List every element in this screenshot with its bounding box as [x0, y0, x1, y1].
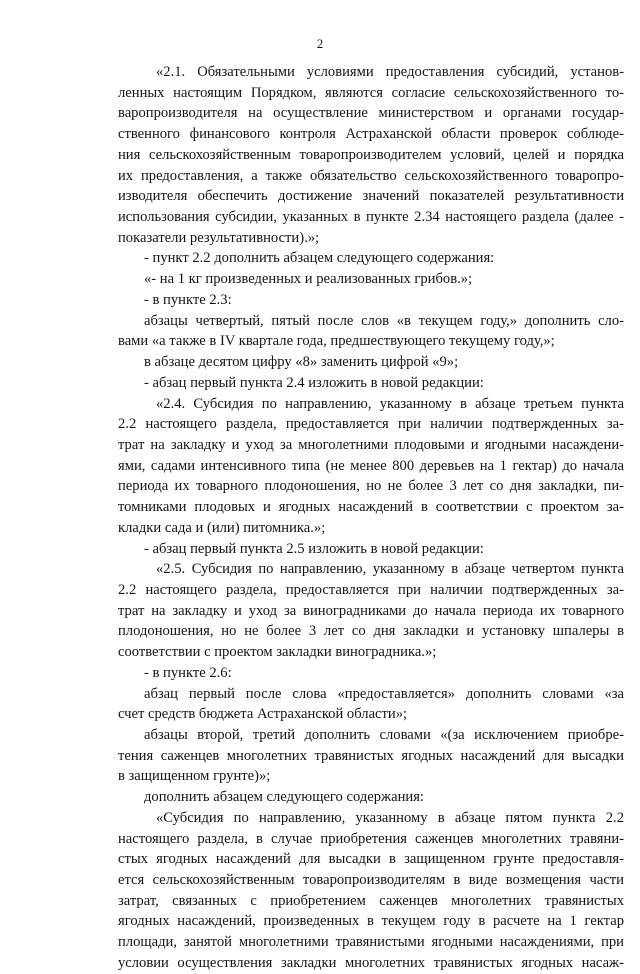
text-line: в защищенном грунте)»; — [118, 768, 271, 785]
text-line: стых ягодных насаждений для высадки в защищенном грунте предоставля- — [118, 851, 624, 868]
text-line: ственного финансового контроля Астраханской области проверок соблюде- — [118, 126, 624, 143]
page-number: 2 — [316, 36, 324, 51]
text-line: ягодных насаждений, произведенных в текущем году в расчете на 1 гектар — [118, 913, 624, 930]
text-line: 2.2 настоящего раздела, предоставляется при наличии подтвержденных за- — [118, 581, 624, 598]
text-line: ния сельскохозяйственным товаропроизводителем условий, целей и порядка — [118, 146, 624, 163]
text-line: «2.4. Субсидия по направлению, указанному в абзаце третьем пункта — [156, 395, 624, 412]
text-line: показатели результативности).»; — [118, 229, 320, 246]
text-line: трат на закладку и уход за виноградниками до начала периода их товарного — [118, 602, 624, 619]
text-line: абзацы четвертый, пятый после слов «в текущем году,» дополнить сло- — [144, 312, 624, 329]
text-line: абзац первый после слова «предоставляется» дополнить словами «за — [144, 685, 624, 702]
text-line: «2.1. Обязательными условиями предоставления субсидий, установ- — [156, 64, 624, 80]
text-line: - в пункте 2.3: — [144, 291, 232, 308]
text-line: их предоставления, а также обязательство сельскохозяйственного товаропро- — [118, 167, 624, 184]
text-line: 2.2 настоящего раздела, предоставляется при наличии подтвержденных за- — [118, 416, 624, 433]
text-line: настоящего раздела, в случае приобретения саженцев многолетних травяни- — [118, 830, 624, 847]
text-line: «Субсидия по направлению, указанному в абзаце пятом пункта 2.2 — [156, 809, 624, 826]
text-line: абзацы второй, третий дополнить словами «(за исключением приобре- — [144, 727, 624, 743]
text-line: в абзаце десятом цифру «8» заменить цифрой «9»; — [144, 354, 459, 371]
text-line: периода их товарного плодоношения, но не более 3 лет со дня закладки, пи- — [118, 478, 624, 495]
text-line: ями, садами интенсивного типа (не менее 800 деревьев на 1 гектар) до начала — [118, 457, 624, 474]
text-line: кладки сада и (или) питомника.»; — [118, 519, 326, 536]
text-line: «2.5. Субсидия по направлению, указанному в абзаце четвертом пункта — [156, 561, 624, 578]
text-line: затрат, связанных с приобретением саженцев многолетних травянистых — [118, 892, 624, 909]
text-line: плодоношения, но не более 3 лет со дня закладки и установку шпалеры в — [118, 623, 624, 640]
text-line: «- на 1 кг произведенных и реализованных грибов.»; — [144, 271, 473, 288]
text-line: трат на закладку и уход за многолетними плодовыми и ягодными насаждени- — [118, 436, 624, 453]
text-line: дополнить абзацем следующего содержания: — [144, 789, 424, 806]
text-line: изводителя обеспечить достижение значений показателей результативности — [118, 188, 624, 205]
text-line: томниками плодовых и ягодных насаждений в соответствии с проектом за- — [118, 499, 624, 516]
text-line: ленных настоящим Порядком, являются согласие сельскохозяйственного то- — [118, 84, 624, 101]
text-line: условии осуществления закладки многолетних травянистых ягодных насаж- — [118, 954, 624, 971]
document-body — [118, 62, 624, 974]
text-line: площади, занятой многолетними травянистыми ягодными насаждениями, при — [118, 934, 624, 951]
text-line: вами «а также в IV квартале года, предшествующего текущему году,»; — [118, 333, 555, 350]
text-line: - абзац первый пункта 2.5 изложить в новой редакции: — [144, 540, 484, 557]
text-line: ется сельскохозяйственным товаропроизводителям в виде возмещения части — [118, 872, 624, 889]
text-line: варопроизводителя на осуществление министерством и органами государ- — [118, 105, 624, 122]
text-line: счет средств бюджета Астраханской области»; — [118, 706, 408, 723]
text-line: тения саженцев многолетних травянистых ягодных насаждений для высадки — [118, 747, 624, 764]
text-line: - абзац первый пункта 2.4 изложить в новой редакции: — [144, 374, 484, 391]
text-line: - пункт 2.2 дополнить абзацем следующего содержания: — [144, 250, 495, 267]
text-line: использования субсидии, указанных в пункте 2.34 настоящего раздела (далее - — [118, 209, 624, 226]
text-line: соответствии с проектом закладки виноградника.»; — [118, 644, 437, 661]
text-line: - в пункте 2.6: — [144, 664, 232, 681]
